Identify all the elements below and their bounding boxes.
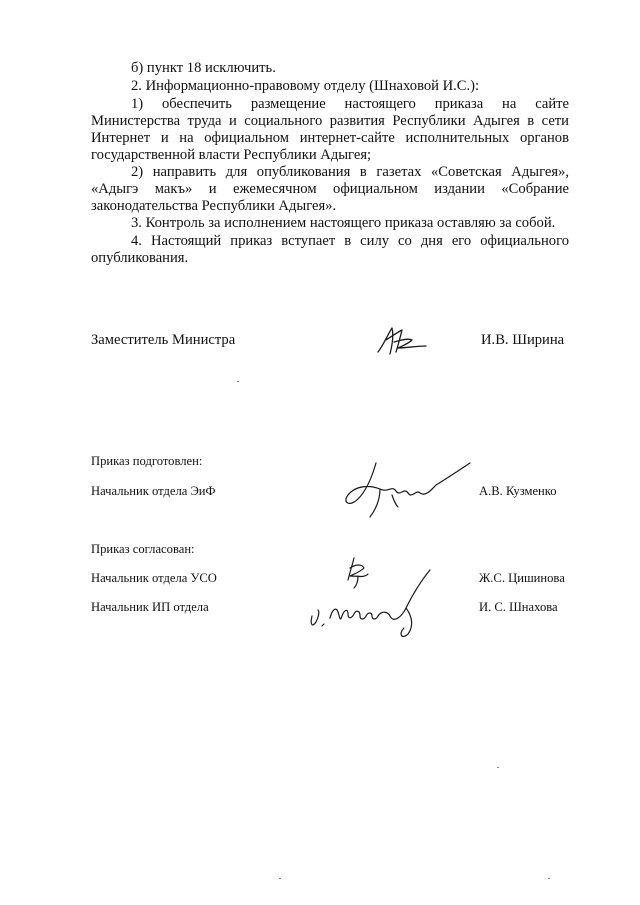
signatory-name: И.В. Ширина: [481, 332, 565, 348]
signatory-position: Заместитель Министра: [91, 332, 236, 348]
paragraph-section-3: 3. Контроль за исполнением настоящего приказа оставляю за собой.: [131, 215, 556, 231]
agreed-row-1-name: Ж.С. Цишинова: [479, 571, 565, 585]
agreed-row-1-position: Начальник отдела УСО: [91, 571, 217, 585]
paragraph-section-2-1: 1) обеспечить размещение настоящего приказа на сайте Министерства труда и социального развития Республики Адыгея в сети Интернет и на официальном интернет-сайте исполнительных органов государственной власти Республики Адыгея;: [91, 96, 569, 163]
paragraph-item-b: б) пункт 18 исключить.: [131, 60, 276, 76]
agreed-row-2-name: И. С. Шнахова: [479, 600, 558, 614]
signatory-signature: [372, 322, 432, 362]
scan-speck: [497, 767, 499, 768]
prepared-name: А.В. Кузменко: [479, 484, 557, 498]
paragraph-section-4: 4. Настоящий приказ вступает в силу со дня его официального опубликования.: [91, 233, 569, 266]
scan-speck: [279, 878, 281, 879]
prepared-signature: [336, 455, 476, 525]
scan-speck: [237, 381, 239, 382]
agreed-row-2-signature: [304, 562, 464, 642]
prepared-heading: Приказ подготовлен:: [91, 454, 203, 468]
agreed-heading: Приказ согласован:: [91, 542, 195, 556]
scan-speck: [548, 878, 550, 879]
agreed-row-2-position: Начальник ИП отдела: [91, 600, 209, 614]
prepared-position: Начальник отдела ЭиФ: [91, 484, 216, 498]
paragraph-section-2-2: 2) направить для опубликования в газетах «Советская Адыгея», «Адыгэ макъ» и ежемесячном официальном издании «Собрание законодательства Республики Адыгея».: [91, 164, 569, 214]
paragraph-section-2: 2. Информационно-правовому отделу (Шнаховой И.С.):: [131, 78, 480, 94]
